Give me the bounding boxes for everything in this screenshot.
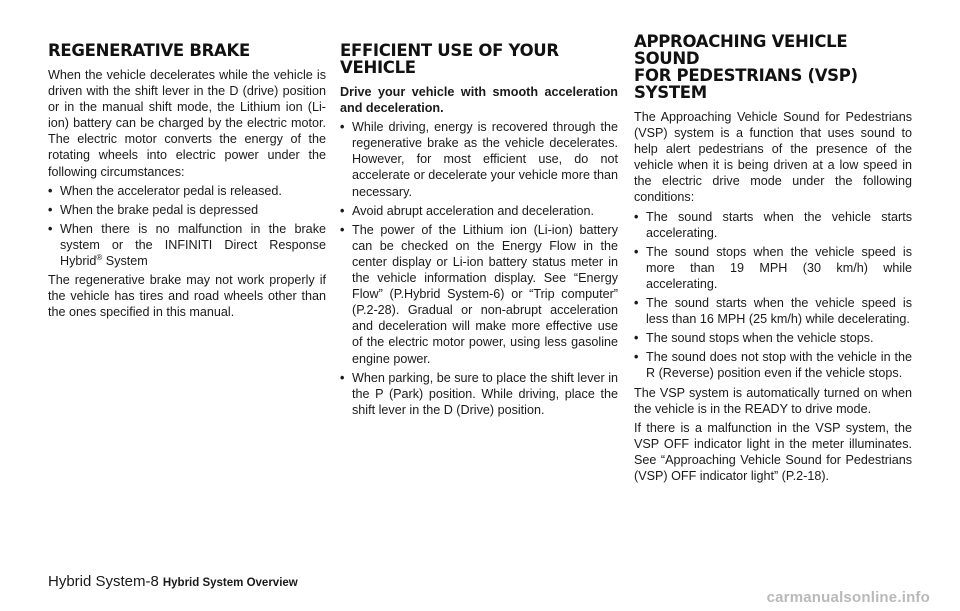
vsp-intro: The Approaching Vehicle Sound for Pedestrians (VSP) system is a function that uses sound to help alert pedestrians of the presence of the vehicle when it is being driven at a low speed in the electric drive mode under the following conditions: (634, 110, 912, 205)
efficient-use-lead: Drive your vehicle with smooth acceleration and deceleration. (340, 85, 618, 116)
bullet-icon: • (340, 222, 345, 237)
heading-efficient-use: EFFICIENT USE OF YOUR VEHICLE (340, 41, 559, 77)
list-item: • The sound starts when the vehicle starts accelerating. (634, 209, 912, 240)
list-item: • Avoid abrupt acceleration and deceleration. (340, 203, 595, 218)
bullet-icon: • (634, 209, 639, 224)
list-item: • The sound stops when the vehicle speed is more than 19 MPH (30 km/h) while accelerating. (634, 244, 912, 291)
regenerative-brake-intro: When the vehicle decelerates while the vehicle is driven with the shift lever in the D (drive) position or in the manual shift mode, the Lithium ion (Li-ion) battery can be charged by the electric motor. The electric motor converts the energy of the rotating wheels into electric power under the following circumstances: (48, 68, 326, 179)
bullet-icon: • (634, 244, 639, 259)
vsp-malfunction-text: If there is a malfunction in the VSP system, the VSP OFF indicator light in the meter illuminates. See “Approaching Vehicle Sound for Pedestrians (VSP) OFF indicator light” (P.2-18). (634, 420, 912, 483)
bullet-icon: • (634, 350, 639, 365)
list-item: • The sound does not stop with the vehicle in the R (Reverse) position even if the vehicle stops. (634, 350, 912, 381)
heading-regenerative-brake: REGENERATIVE BRAKE (48, 41, 250, 60)
efficient-use-list (340, 119, 618, 418)
bullet-icon: • (634, 296, 639, 311)
list-item: • The sound stops when the vehicle stops. (634, 331, 874, 346)
regenerative-brake-outro: The regenerative brake may not work properly if the vehicle has tires and road wheels other than the ones specified in this manual. (48, 273, 326, 320)
list-item: • The power of the Lithium ion (Li-ion) battery can be checked on the Energy Flow in the center display or Li-ion battery status meter in the vehicle information display. See “Energy Flow” (P.Hybrid System-6) or “Trip computer” (P.2-28). Gradual or non-abrupt acceleration and deceleration will make more effective use of the electric motor power, using less gasoline engine power. (340, 222, 618, 366)
list-item: • When parking, be sure to place the shift lever in the P (Park) position. While driving, place the shift lever in the D (Drive) position. (340, 370, 619, 417)
regenerative-brake-list (48, 183, 326, 269)
watermark: carmanualsonline.info (766, 589, 930, 606)
column-regenerative-brake (48, 42, 326, 323)
list-item: • The sound starts when the vehicle speed is less than 16 MPH (25 km/h) while decelerating. (634, 296, 912, 327)
section-title: Hybrid System Overview (162, 577, 298, 589)
vsp-auto-on-text: The VSP system is automatically turned on when the vehicle is in the READY to drive mode. (634, 385, 912, 416)
column-efficient-use (340, 42, 618, 421)
bullet-icon: • (340, 203, 345, 218)
list-item: • When the brake pedal is depressed (48, 202, 259, 217)
list-item: • When the accelerator pedal is released. (48, 183, 282, 198)
bullet-icon: • (48, 183, 53, 198)
vsp-conditions-list (634, 209, 912, 382)
list-item: • When there is no malfunction in the brake system or the INFINITI Direct Response Hybrid® System (48, 221, 326, 269)
column-vsp-system (634, 32, 912, 487)
page-footer (48, 573, 298, 590)
registered-mark: ® (96, 252, 103, 262)
page-number: Hybrid System-8 (48, 573, 159, 590)
heading-vsp-system: APPROACHING VEHICLE SOUND FOR PEDESTRIANS (VSP) SYSTEM (634, 32, 858, 102)
bullet-icon: • (340, 370, 345, 385)
bullet-icon: • (48, 221, 53, 236)
bullet-icon: • (634, 331, 639, 346)
list-item: • While driving, energy is recovered through the regenerative brake as the vehicle decelerates. However, for most efficient use, do not accelerate or decelerate your vehicle more than necessary. (340, 120, 619, 199)
bullet-icon: • (340, 120, 345, 135)
bullet-icon: • (48, 202, 53, 217)
